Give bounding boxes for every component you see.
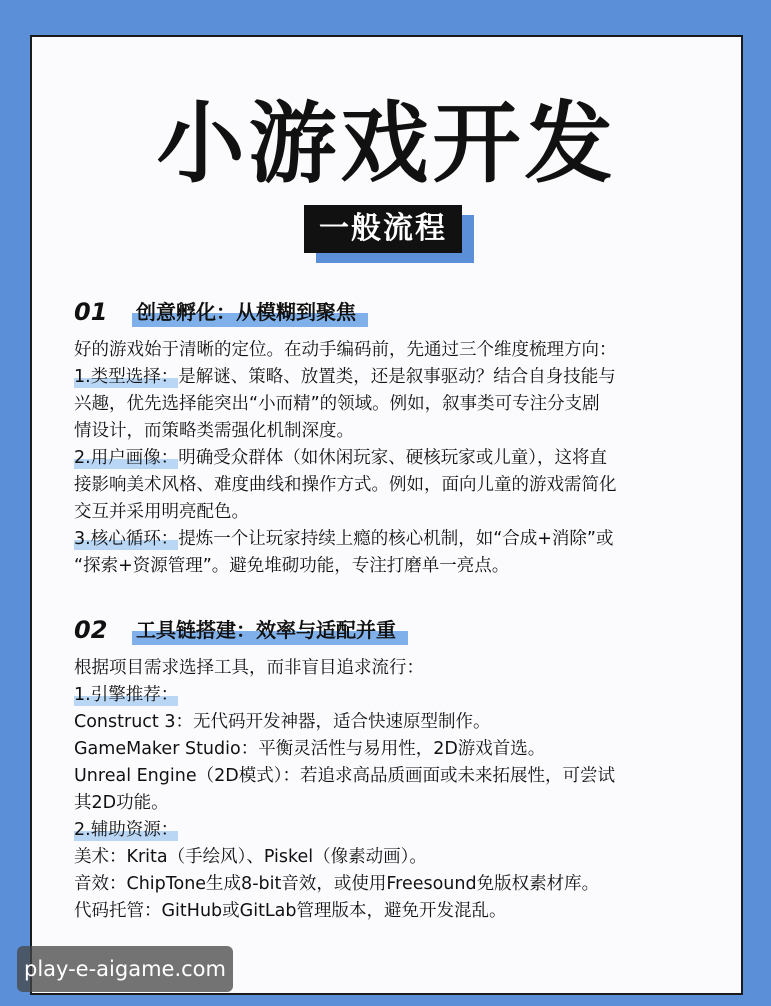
section2-number: 02 bbox=[74, 616, 108, 644]
section1-item-1 bbox=[74, 364, 714, 391]
section1-title-text: 创意孵化：从模糊到聚焦 bbox=[136, 300, 356, 324]
item-text: 情设计，而策略类需强化机制深度。 bbox=[74, 421, 354, 441]
section1-body bbox=[74, 337, 714, 580]
item-text: 提炼一个让玩家持续上瘾的核心机制，如“合成+消除”或 bbox=[178, 529, 614, 549]
item-text: 交互并采用明亮配色。 bbox=[74, 502, 249, 522]
section2-title-text: 工具链搭建：效率与适配并重 bbox=[136, 618, 396, 642]
content-card bbox=[30, 35, 743, 995]
engine-item: Unreal Engine（2D模式）：若追求高品质画面或未来拓展性，可尝试 bbox=[74, 766, 615, 786]
engine-item: Construct 3：无代码开发神器，适合快速原型制作。 bbox=[74, 712, 491, 732]
resource-item: 代码托管：GitHub或GitLab管理版本，避免开发混乱。 bbox=[74, 901, 507, 921]
item-text: 明确受众群体（如休闲玩家、硬核玩家或儿童），这将直 bbox=[178, 448, 607, 468]
resource-item: 音效：ChipTone生成8-bit音效，或使用Freesound免版权素材库。 bbox=[74, 874, 600, 894]
engine-item: GameMaker Studio：平衡灵活性与易用性，2D游戏首选。 bbox=[74, 739, 546, 759]
subtitle-badge bbox=[304, 205, 464, 255]
item-label: 2.用户画像： bbox=[74, 448, 179, 468]
item-label: 1.类型选择： bbox=[74, 367, 179, 387]
item-text: 接影响美术风格、难度曲线和操作方式。例如，面向儿童的游戏需简化 bbox=[74, 475, 617, 495]
section1-item-2 bbox=[74, 445, 714, 472]
resource-item: 美术：Krita（手绘风）、Piskel（像素动画）。 bbox=[74, 847, 427, 867]
watermark: play-e-aigame.com bbox=[17, 946, 233, 992]
resource-label bbox=[74, 817, 714, 844]
label-text: 1.引擎推荐： bbox=[74, 685, 179, 705]
item-text: “探索+资源管理”。避免堆砌功能，专注打磨单一亮点。 bbox=[74, 556, 510, 576]
section2-title bbox=[136, 613, 396, 647]
item-label: 3.核心循环： bbox=[74, 529, 179, 549]
section1-number: 01 bbox=[74, 298, 108, 326]
section2-body bbox=[74, 655, 714, 925]
label-text: 2.辅助资源： bbox=[74, 820, 179, 840]
section1-intro: 好的游戏始于清晰的定位。在动手编码前，先通过三个维度梳理方向： bbox=[74, 340, 617, 360]
item-text: 是解谜、策略、放置类，还是叙事驱动？结合自身技能与 bbox=[178, 367, 616, 387]
subtitle-text: 一般流程 bbox=[304, 205, 462, 253]
section2-intro: 根据项目需求选择工具，而非盲目追求流行： bbox=[74, 658, 424, 678]
section1-title bbox=[136, 295, 356, 329]
item-text: 兴趣，优先选择能突出“小而精”的领域。例如，叙事类可专注分支剧 bbox=[74, 394, 600, 414]
engine-item: 其2D功能。 bbox=[74, 793, 169, 813]
section1-item-3 bbox=[74, 526, 714, 553]
engine-label bbox=[74, 682, 714, 709]
page-title: 小游戏开发 bbox=[156, 92, 617, 195]
